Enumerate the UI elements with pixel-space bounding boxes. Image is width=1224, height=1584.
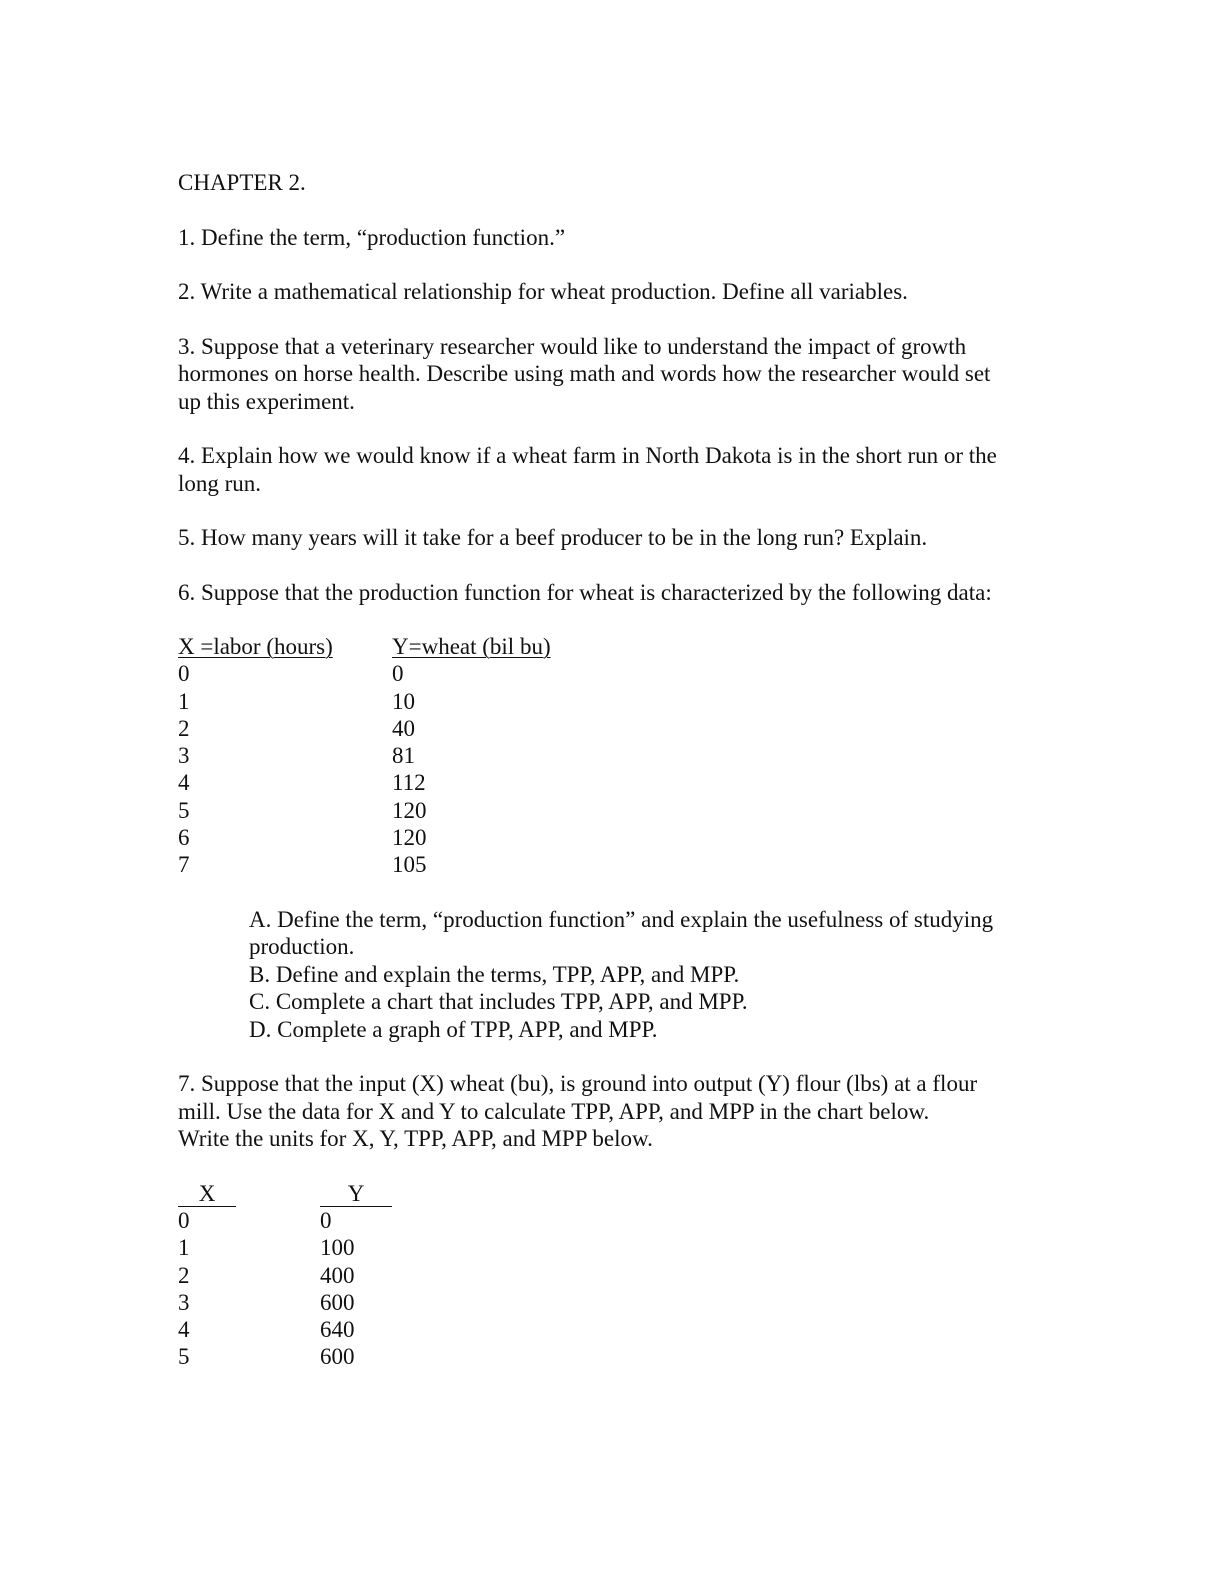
table-row [178, 1207, 1038, 1234]
table-row [178, 1316, 1038, 1343]
labor-cell: 5 [178, 797, 190, 823]
wheat-cell: 10 [392, 688, 415, 714]
question-7 [178, 1070, 1038, 1153]
wheat-cell: 112 [392, 770, 426, 796]
table-row [178, 742, 1038, 769]
wheat-cell: 0 [392, 661, 404, 687]
table-row [178, 688, 1038, 715]
labor-cell: 7 [178, 852, 190, 878]
part-d: D. Complete a graph of TPP, APP, and MPP. [249, 1016, 658, 1042]
wheat-column-header: Y=wheat (bil bu) [392, 634, 551, 659]
question-7-line: 7. Suppose that the input (X) wheat (bu), is ground into output (Y) flour (lbs) at a flour [178, 1071, 978, 1097]
wheat-production-table [178, 633, 1038, 879]
chapter-title: CHAPTER 2. [178, 170, 306, 195]
labor-cell: 2 [178, 715, 190, 741]
question-4 [178, 442, 1038, 497]
table-row [178, 1234, 1038, 1261]
wheat-cell: 120 [392, 797, 427, 823]
table-header-row [178, 633, 1038, 660]
question-3-line: up this experiment. [178, 388, 355, 414]
labor-cell: 6 [178, 825, 190, 851]
table-row [178, 715, 1038, 742]
table-row [178, 824, 1038, 851]
table-header-row [178, 1180, 1038, 1207]
x-cell: 3 [178, 1289, 190, 1315]
wheat-cell: 81 [392, 743, 415, 769]
question-3-line: hormones on horse health. Describe using math and words how the researcher would set [178, 361, 991, 386]
table-row [178, 797, 1038, 824]
part-a-line: production. [249, 934, 355, 960]
question-3-line: 3. Suppose that a veterinary researcher would like to understand the impact of growth [178, 333, 967, 359]
y-column-header: Y [320, 1182, 392, 1207]
table-row [178, 660, 1038, 687]
x-cell: 0 [178, 1207, 190, 1233]
labor-cell: 0 [178, 661, 190, 687]
question-6: 6. Suppose that the production function for wheat is characterized by the following data: [178, 579, 992, 605]
question-6-parts [249, 906, 1038, 1044]
y-cell: 600 [320, 1289, 355, 1315]
part-a-line: A. Define the term, “production function” and explain the usefulness of studying [249, 906, 994, 932]
document-page [178, 169, 1038, 1371]
table-row [178, 1343, 1038, 1370]
question-3 [178, 333, 1038, 416]
wheat-cell: 40 [392, 715, 415, 741]
flour-production-table [178, 1180, 1038, 1371]
table-row [178, 769, 1038, 796]
question-1: 1. Define the term, “production function.” [178, 224, 566, 250]
question-4-line: long run. [178, 470, 262, 496]
y-cell: 600 [320, 1344, 355, 1370]
x-cell: 2 [178, 1262, 190, 1288]
part-c: C. Complete a chart that includes TPP, APP, and MPP. [249, 989, 748, 1015]
question-4-line: 4. Explain how we would know if a wheat farm in North Dakota is in the short run or the [178, 443, 997, 468]
table-row [178, 1289, 1038, 1316]
question-7-line: Write the units for X, Y, TPP, APP, and MPP below. [178, 1126, 653, 1152]
y-cell: 100 [320, 1235, 355, 1261]
table-row [178, 1262, 1038, 1289]
wheat-cell: 120 [392, 825, 427, 851]
y-cell: 400 [320, 1262, 355, 1288]
table-row [178, 851, 1038, 878]
wheat-cell: 105 [392, 852, 427, 878]
question-7-line: mill. Use the data for X and Y to calculate TPP, APP, and MPP in the chart below. [178, 1098, 930, 1124]
x-cell: 5 [178, 1344, 190, 1370]
labor-cell: 3 [178, 743, 190, 769]
labor-column-header: X =labor (hours) [178, 634, 333, 659]
x-cell: 4 [178, 1317, 190, 1343]
labor-cell: 1 [178, 688, 190, 714]
labor-cell: 4 [178, 770, 190, 796]
part-b: B. Define and explain the terms, TPP, APP, and MPP. [249, 961, 740, 987]
question-5: 5. How many years will it take for a beef producer to be in the long run? Explain. [178, 525, 928, 550]
x-cell: 1 [178, 1235, 190, 1261]
y-cell: 640 [320, 1317, 355, 1343]
x-column-header: X [178, 1182, 236, 1207]
y-cell: 0 [320, 1207, 332, 1233]
question-2: 2. Write a mathematical relationship for wheat production. Define all variables. [178, 279, 908, 304]
